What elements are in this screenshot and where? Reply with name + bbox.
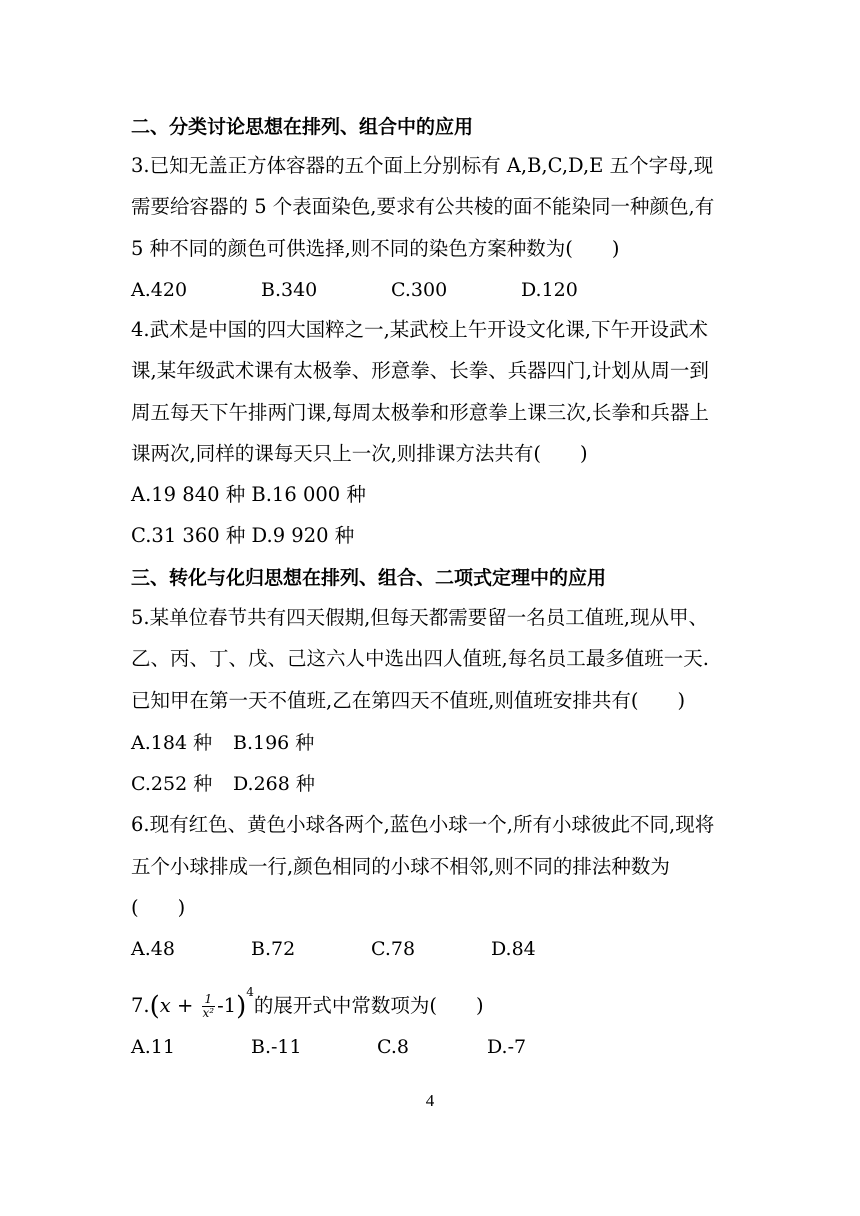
q4-line-4: 课两次,同样的课每天只上一次,则排课方法共有( ) — [131, 442, 588, 465]
q5-line-1: 5.某单位春节共有四天假期,但每天都需要留一名员工值班,现从甲、 — [131, 606, 709, 629]
q7-fraction-denominator: x² — [202, 1006, 215, 1020]
q4-options-line-1: A.19 840 种 B.16 000 种 — [131, 483, 366, 506]
q7-option-b: B.-11 — [251, 1036, 302, 1058]
q7-minus-one: -1 — [217, 994, 237, 1017]
section-heading-two: 二、分类讨论思想在排列、组合中的应用 — [131, 116, 474, 138]
q7-option-d: D.-7 — [487, 1036, 527, 1058]
q7-plus: + — [170, 994, 200, 1017]
q3-line-2: 需要给容器的 5 个表面染色,要求有公共棱的面不能染同一种颜色,有 — [131, 195, 715, 218]
q7-option-c: C.8 — [377, 1036, 409, 1058]
q7-fraction-numerator: 1 — [202, 993, 216, 1007]
q6-line-1: 6.现有红色、黄色小球各两个,蓝色小球一个,所有小球彼此不同,现将 — [131, 813, 715, 836]
q3-line-1: 3.已知无盖正方体容器的五个面上分别标有 A,B,C,D,E 五个字母,现 — [131, 154, 714, 177]
q7-variable: x — [159, 994, 171, 1017]
q4-options-line-2: C.31 360 种 D.9 920 种 — [131, 524, 355, 547]
q4-line-3: 周五每天下午排两门课,每周太极拳和形意拳上课三次,长拳和兵器上 — [131, 401, 709, 424]
q5-line-2: 乙、丙、丁、戊、己这六人中选出四人值班,每名员工最多值班一天. — [131, 647, 709, 670]
q5-line-3: 已知甲在第一天不值班,乙在第四天不值班,则值班安排共有( ) — [131, 689, 686, 712]
q3-line-3: 5 种不同的颜色可供选择,则不同的染色方案种数为( ) — [131, 237, 620, 260]
q7-option-a: A.11 — [131, 1036, 175, 1058]
q3-option-a: A.420 — [131, 279, 188, 301]
q5-option-c: C.252 种 — [131, 773, 213, 795]
q6-line-2: 五个小球排成一行,颜色相同的小球不相邻,则不同的排法种数为 — [131, 855, 670, 878]
q7-line — [131, 977, 484, 1022]
q7-open-paren: ( — [149, 991, 160, 1022]
q7-fraction — [202, 993, 216, 1020]
q6-option-d: D.84 — [491, 938, 536, 960]
q7-number: 7. — [131, 994, 150, 1017]
q5-option-d: D.268 种 — [233, 773, 315, 795]
q7-exponent: 4 — [246, 985, 254, 999]
q3-option-b: B.340 — [261, 279, 318, 301]
page-number: 4 — [425, 1091, 435, 1110]
q6-option-a: A.48 — [131, 938, 175, 960]
q3-option-c: C.300 — [391, 279, 448, 301]
q7-suffix: 的展开式中常数项为( ) — [253, 994, 484, 1017]
q5-option-b: B.196 种 — [233, 732, 315, 754]
q5-option-a: A.184 种 — [131, 732, 213, 754]
q4-line-1: 4.武术是中国的四大国粹之一,某武校上午开设文化课,下午开设武术 — [131, 318, 709, 341]
q6-line-3: ( ) — [131, 896, 186, 919]
q6-option-c: C.78 — [371, 938, 416, 960]
q7-close-paren: ) — [236, 991, 247, 1022]
q6-option-b: B.72 — [251, 938, 296, 960]
section-heading-three: 三、转化与化归思想在排列、组合、二项式定理中的应用 — [131, 567, 607, 589]
q4-line-2: 课,某年级武术课有太极拳、形意拳、长拳、兵器四门,计划从周一到 — [131, 359, 709, 382]
q3-option-d: D.120 — [521, 279, 578, 301]
